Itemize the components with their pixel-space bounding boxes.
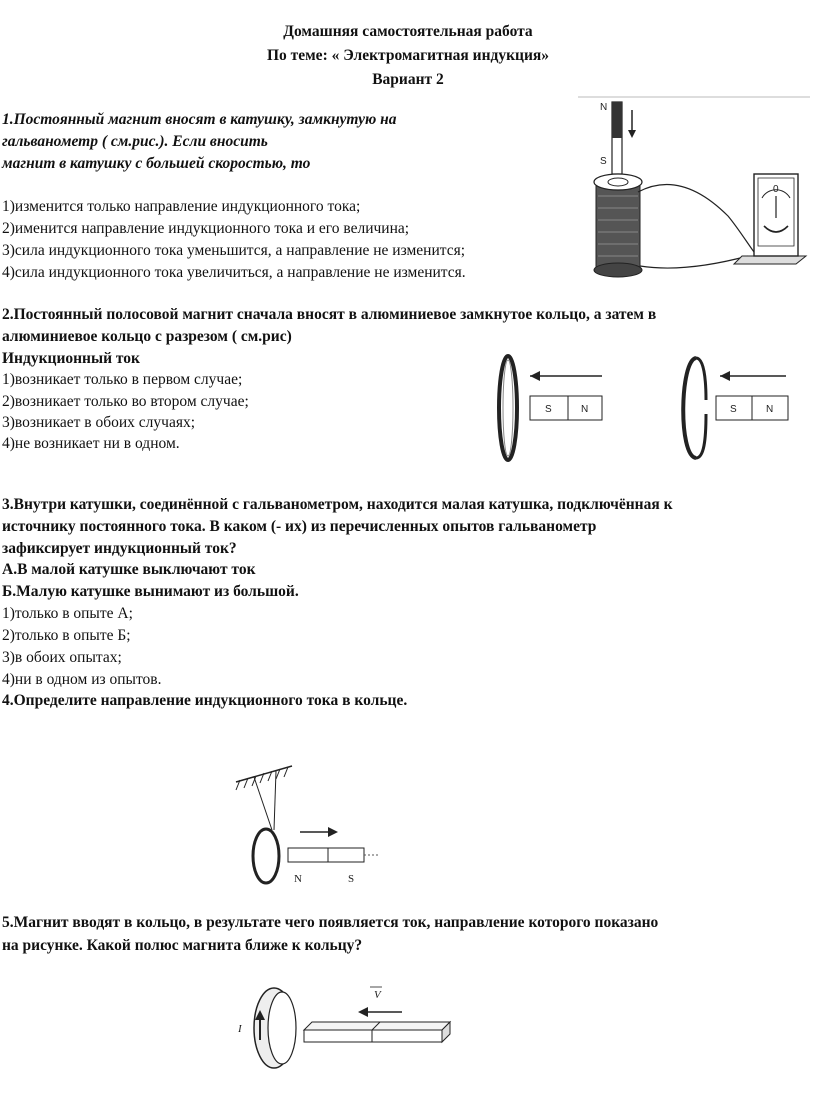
q2-text-2: алюминиевое кольцо с разрезом ( см.рис): [2, 328, 292, 345]
q2-magnet-1-n: N: [581, 404, 589, 415]
q2-text-3: Индукционный ток: [2, 350, 140, 367]
q2-magnet-2-n: N: [766, 404, 774, 415]
q1-text-3: магнит в катушку с большей скоростью, то: [2, 155, 311, 172]
q3-text-5: Б.Малую катушке вынимают из большой.: [2, 583, 299, 600]
q2-magnet-2-s: S: [730, 404, 737, 415]
q3-option-2: 2)только в опыте Б;: [2, 627, 131, 644]
q5-figure-ring-magnet: [236, 982, 456, 1072]
q1-text-2: гальванометр ( см.рис.). Если вносить: [2, 133, 268, 150]
q4-thread-1: [254, 777, 272, 830]
q2-option-3: 3)возникает в обоих случаях;: [2, 414, 196, 431]
q4-ring: [253, 829, 279, 883]
q2-magnet-1-s: S: [545, 404, 552, 415]
q3-option-4: 4)ни в одном из опытов.: [2, 671, 162, 688]
q1-option-4: 4)сила индукционного тока увеличиться, а направление не изменится.: [2, 264, 466, 281]
q5-text-1: 5.Магнит вводят в кольцо, в результате чего появляется ток, направление которого показано: [2, 914, 659, 931]
q4-magnet-n: N: [294, 873, 302, 885]
q1-galvanometer: [734, 174, 806, 264]
q2-split-ring: [683, 358, 696, 458]
q3-option-3: 3)в обоих опытах;: [2, 649, 122, 666]
q1-wire-2: [640, 256, 748, 268]
q4-magnet: [288, 848, 328, 862]
q3-text-1: 3.Внутри катушки, соединённой с гальванометром, находится малая катушка, подключённая к: [2, 496, 673, 513]
q1-coil: [594, 174, 642, 277]
q1-text-1: 1.Постоянный магнит вносят в катушку, замкнутую на: [2, 111, 397, 128]
q3-option-1: 1)только в опыте А;: [2, 605, 133, 622]
q2-option-2: 2)возникает только во втором случае;: [2, 393, 249, 410]
q1-option-1: 1)изменится только направление индукционного тока;: [2, 198, 361, 215]
title-line-1: Домашняя самостоятельная работа: [283, 23, 533, 40]
q2-closed-ring: [499, 356, 517, 460]
q3-text-2: источнику постоянного тока. В каком (- их) из перечисленных опытов гальванометр: [2, 518, 597, 535]
q1-magnet-n-label: N: [600, 102, 608, 113]
q5-text-2: на рисунке. Какой полюс магнита ближе к кольцу?: [2, 937, 363, 954]
title-line-3: Вариант 2: [372, 71, 444, 88]
q5-current-label: I: [238, 1023, 242, 1035]
q5-magnet: [304, 1022, 450, 1030]
q5-velocity-label: V: [374, 989, 381, 1001]
q1-wire-1: [638, 184, 754, 252]
q3-text-3: зафиксирует индукционный ток?: [2, 540, 237, 557]
q4-thread-2: [274, 771, 276, 830]
q2-figure-rings: [490, 350, 812, 470]
q4-text: 4.Определите направление индукционного тока в кольце.: [2, 692, 408, 709]
q4-magnet-s: S: [348, 873, 355, 885]
q4-figure-hanging-ring: [230, 760, 380, 886]
q2-text-1: 2.Постоянный полосовой магнит сначала вносят в алюминиевое замкнутое кольцо, а затем в: [2, 306, 657, 323]
q1-figure-coil-galvanometer: [578, 96, 810, 286]
q1-option-2: 2)именится направление индукционного тока и его величина;: [2, 220, 410, 237]
q1-option-3: 3)сила индукционного тока уменьшится, а направление не изменится;: [2, 242, 466, 259]
q1-galvanometer-zero: 0: [773, 184, 779, 195]
q2-option-1: 1)возникает только в первом случае;: [2, 371, 243, 388]
q1-magnet-s-label: S: [600, 156, 607, 167]
q2-option-4: 4)не возникает ни в одном.: [2, 435, 180, 452]
q3-text-4: А.В малой катушке выключают ток: [2, 561, 256, 578]
title-line-2: По теме: « Электромагитная индукция»: [266, 47, 550, 64]
